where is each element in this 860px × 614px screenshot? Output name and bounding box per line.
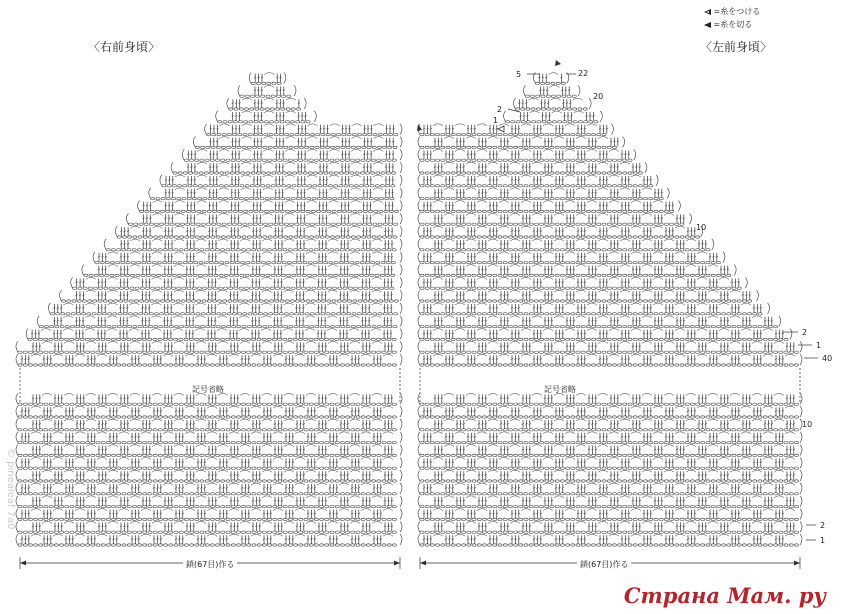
side-watermark (2, 448, 16, 588)
row-label-leaders (508, 74, 818, 540)
row-label-10-lower: 10 (802, 420, 813, 429)
brand-text: Страна Мам (623, 583, 785, 608)
omitted-section-edges (20, 368, 800, 402)
row-label-1-top: 1 (493, 116, 499, 125)
legend-attach (704, 6, 760, 17)
left-front-stitches (418, 73, 802, 547)
row-label-2-mid: 2 (802, 328, 808, 337)
yarn-marks (417, 60, 561, 132)
left-chain-label: 鎖(67目)作る (577, 559, 631, 570)
legend-cut-text: =糸を切る (713, 20, 753, 29)
row-label-2-bottom: 2 (820, 521, 826, 530)
right-front-stitches (16, 73, 402, 547)
legend-cut (704, 19, 752, 30)
row-label-10-upper: 10 (696, 223, 707, 232)
right-chain-label: 鎖(67目)作る (183, 559, 237, 570)
row-label-5: 5 (516, 70, 522, 79)
left-front-title: 〈左前身頃〉 (700, 40, 773, 54)
row-label-1-mid: 1 (816, 341, 822, 350)
legend-attach-text: =糸をつける (713, 7, 761, 16)
row-label-2-top: 2 (497, 105, 503, 114)
chain-width-arrows (20, 557, 800, 569)
row-label-20: 20 (593, 92, 604, 101)
row-label-40: 40 (822, 354, 833, 363)
brand-suffix: . ру (784, 583, 826, 608)
left-omitted-label: 記号省略 (544, 385, 576, 394)
yarn-cut-icon (704, 22, 711, 28)
right-front-title: 〈右前身頃〉 (88, 40, 161, 54)
row-label-22: 22 (578, 69, 589, 78)
right-omitted-label: 記号省略 (192, 385, 224, 394)
yarn-attach-icon (704, 9, 711, 15)
brand-logo (624, 583, 826, 608)
row-label-1-bottom: 1 (820, 536, 826, 545)
watermark-text: © pinealeaf 7a0 (5, 448, 16, 530)
